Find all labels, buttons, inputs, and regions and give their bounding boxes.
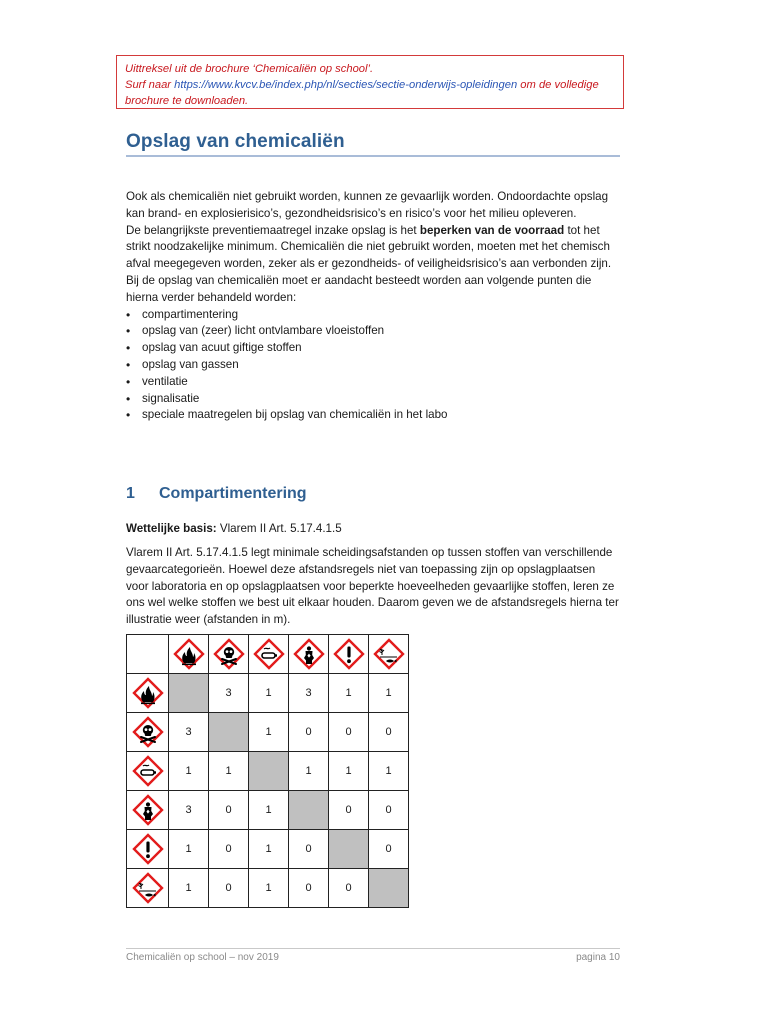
list-item: • signalisatie [126, 391, 620, 408]
flame-icon [132, 677, 164, 709]
row-header-cell [127, 674, 169, 713]
exclamation-icon [132, 833, 164, 865]
section-number: 1 [126, 485, 135, 502]
section-paragraph: Vlarem II Art. 5.17.4.1.5 legt minimale scheidingsafstanden op tussen stoffen van verschillende gevaarcategorieën. Hoewel deze afstandsregels niet van toepassing zijn op opslagplaatsen voor laboratoria en op opslagplaatsen voor beperkte hoeveelheden gevaarlijke stoffen, leren ze ons wel welke stoffen we best uit elkaar houden. Daarom geven we de afstandsregels hierna ter illustratie weer (afstanden in m). [126, 546, 619, 627]
table-cell: 1 [289, 752, 329, 791]
table-cell: 3 [209, 674, 249, 713]
header-cell [249, 635, 289, 674]
table-cell-diagonal [289, 791, 329, 830]
flame-icon [173, 638, 205, 670]
table-cell: 0 [329, 869, 369, 908]
table-cell: 1 [369, 674, 409, 713]
table-row [127, 830, 409, 869]
table-cell: 1 [329, 752, 369, 791]
row-header-cell [127, 752, 169, 791]
legal-basis-value: Vlarem II Art. 5.17.4.1.5 [216, 522, 342, 535]
table-cell: 3 [169, 713, 209, 752]
table-cell-diagonal [169, 674, 209, 713]
health-hazard-icon [293, 638, 325, 670]
table-row [127, 752, 409, 791]
table-row [127, 869, 409, 908]
table-cell: 0 [209, 830, 249, 869]
notice-line-2: Surf naar https://www.kvcv.be/index.php/nl/secties/sectie-onderwijs-opleidingen om de volledige brochure te downloaden. [125, 79, 599, 107]
list-item: • ventilatie [126, 374, 620, 391]
table-row [127, 674, 409, 713]
legal-basis-label: Wettelijke basis: [126, 522, 217, 535]
skull-icon [213, 638, 245, 670]
table-cell: 0 [369, 713, 409, 752]
table-cell: 1 [249, 869, 289, 908]
section-title: Compartimentering [159, 485, 307, 502]
page-number: pagina 10 [576, 952, 620, 963]
row-header-cell [127, 830, 169, 869]
brochure-link[interactable]: https://www.kvcv.be/index.php/nl/secties/sectie-onderwijs-opleidingen [174, 79, 518, 91]
environment-icon [373, 638, 405, 670]
table-cell: 1 [369, 752, 409, 791]
table-cell: 3 [289, 674, 329, 713]
health-hazard-icon [132, 794, 164, 826]
table-cell-diagonal [329, 830, 369, 869]
skull-icon [132, 716, 164, 748]
table-cell: 0 [289, 830, 329, 869]
table-row [127, 791, 409, 830]
row-header-cell [127, 791, 169, 830]
intro-paragraph-2: De belangrijkste preventiemaatregel inzake opslag is het beperken van de voorraad tot het strikt noodzakelijke minimum. Chemicaliën die niet gebruikt worden, moeten met het chemisch afval meegegeven worden, zeker als er gezondheids- of veiligheidsrisico’s aan verbonden zijn. [126, 223, 612, 271]
header-cell [369, 635, 409, 674]
intro-paragraph-1: Ook als chemicaliën niet gebruikt worden, kunnen ze gevaarlijk worden. Ondoordachte opslag kan brand- en explosierisico’s, gezondheidsrisico’s en risico’s voor het milieu opleveren. [126, 190, 609, 220]
table-cell: 1 [249, 674, 289, 713]
table-cell: 0 [289, 869, 329, 908]
exclamation-icon [333, 638, 365, 670]
table-cell: 0 [209, 791, 249, 830]
topic-list [126, 307, 620, 425]
environment-icon [132, 872, 164, 904]
table-cell: 1 [169, 752, 209, 791]
legal-basis [126, 521, 620, 538]
table-cell: 0 [209, 869, 249, 908]
list-item: • compartimentering [126, 307, 620, 324]
distance-table [126, 634, 409, 908]
brochure-notice [116, 55, 624, 109]
table-cell: 1 [249, 791, 289, 830]
table-row [127, 713, 409, 752]
highlight-text: beperken van de voorraad [419, 223, 565, 237]
table-cell-diagonal [249, 752, 289, 791]
gas-cylinder-icon [253, 638, 285, 670]
table-cell: 0 [369, 791, 409, 830]
header-cell [209, 635, 249, 674]
intro-text [126, 189, 620, 424]
list-item: • speciale maatregelen bij opslag van chemicaliën in het labo [126, 407, 620, 424]
header-cell [289, 635, 329, 674]
header-cell [329, 635, 369, 674]
list-item: • opslag van (zeer) licht ontvlambare vloeistoffen [126, 323, 620, 340]
table-cell-diagonal [209, 713, 249, 752]
section-heading [126, 485, 620, 503]
table-cell-diagonal [369, 869, 409, 908]
table-cell: 1 [169, 830, 209, 869]
table-cell: 1 [169, 869, 209, 908]
table-cell: 1 [249, 713, 289, 752]
notice-line-1: Uittreksel uit de brochure ‘Chemicaliën op school’. [125, 63, 374, 75]
header-cell [169, 635, 209, 674]
footer-title: Chemicaliën op school – nov 2019 [126, 952, 279, 963]
table-header-row [127, 635, 409, 674]
row-header-cell [127, 713, 169, 752]
table-corner-cell [127, 635, 169, 674]
table-cell: 1 [249, 830, 289, 869]
footer-divider [126, 948, 620, 949]
table-cell: 0 [329, 791, 369, 830]
table-cell: 0 [329, 713, 369, 752]
intro-paragraph-3: Bij de opslag van chemicaliën moet er aandacht besteedt worden aan volgende punten die hierna verder behandeld worden: [126, 273, 592, 304]
table-cell: 1 [329, 674, 369, 713]
table-cell: 0 [289, 713, 329, 752]
gas-cylinder-icon [132, 755, 164, 787]
table-cell: 3 [169, 791, 209, 830]
page-title: Opslag van chemicaliën [126, 131, 345, 152]
table-cell: 0 [369, 830, 409, 869]
title-underline [126, 155, 620, 157]
list-item: • opslag van acuut giftige stoffen [126, 340, 620, 357]
table-cell: 1 [209, 752, 249, 791]
list-item: • opslag van gassen [126, 357, 620, 374]
row-header-cell [127, 869, 169, 908]
